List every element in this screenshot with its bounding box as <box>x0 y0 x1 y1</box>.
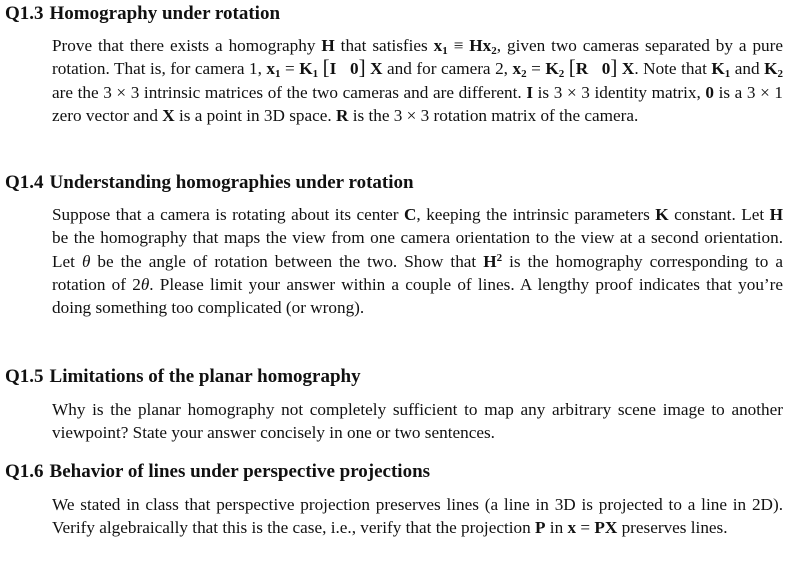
paragraph-q1-3: Prove that there exists a homography H that satisfies $x_1 \equiv Hx_2$, given two cameras separated by a pure rotation. That is, for camera 1, $x_1 = K_1$ [I 0] X and for camera 2, $x_2 = K_2$ [R 0] X. Note that $K_1$ and $K_2$ are the 3 × 3 intrinsic matrices of the two cameras and are different. I is 3 × 3 identity matrix, 0 is a 3 × 1 zero vector and X is a point in 3D space. R is the 3 × 3 rotation matrix of the camera. <box>52 36 784 125</box>
section-heading-q1-5 <box>5 366 361 388</box>
section-title: Homography under rotation <box>49 3 281 24</box>
paragraph-q1-4: Suppose that a camera is rotating about its center C, keeping the intrinsic parameters K constant. Let H be the homography that maps the view from one camera orientation to the view at a second orientation. Let θ be the angle of rotation between the two. Show that $H^2$ is the homography corresponding to a rotation of 2θ. Please limit your answer within a couple of lines. A lengthy proof indicates that you’re doing something too complicated (or wrong). <box>52 205 783 318</box>
paragraph-q1-6: We stated in class that perspective projection preserves lines (a line in 3D is projected to a line in 2D). Verify algebraically that this is the case, i.e., verify that the projection P in x = PX preserves lines. <box>52 495 783 538</box>
section-heading-q1-6 <box>5 461 430 483</box>
section-title: Behavior of lines under perspective projections <box>49 461 431 482</box>
section-number: Q1.3 <box>5 3 44 24</box>
section-title: Understanding homographies under rotation <box>49 172 414 193</box>
section-heading-q1-4 <box>5 172 414 194</box>
section-heading-q1-3 <box>5 3 280 25</box>
section-number: Q1.5 <box>5 366 44 387</box>
paragraph-q1-5: Why is the planar homography not completely sufficient to map any arbitrary scene image to another viewpoint? State your answer concisely in one or two sentences. <box>52 400 783 443</box>
section-title: Limitations of the planar homography <box>49 366 361 387</box>
section-number: Q1.4 <box>5 172 44 193</box>
section-number: Q1.6 <box>5 461 44 482</box>
